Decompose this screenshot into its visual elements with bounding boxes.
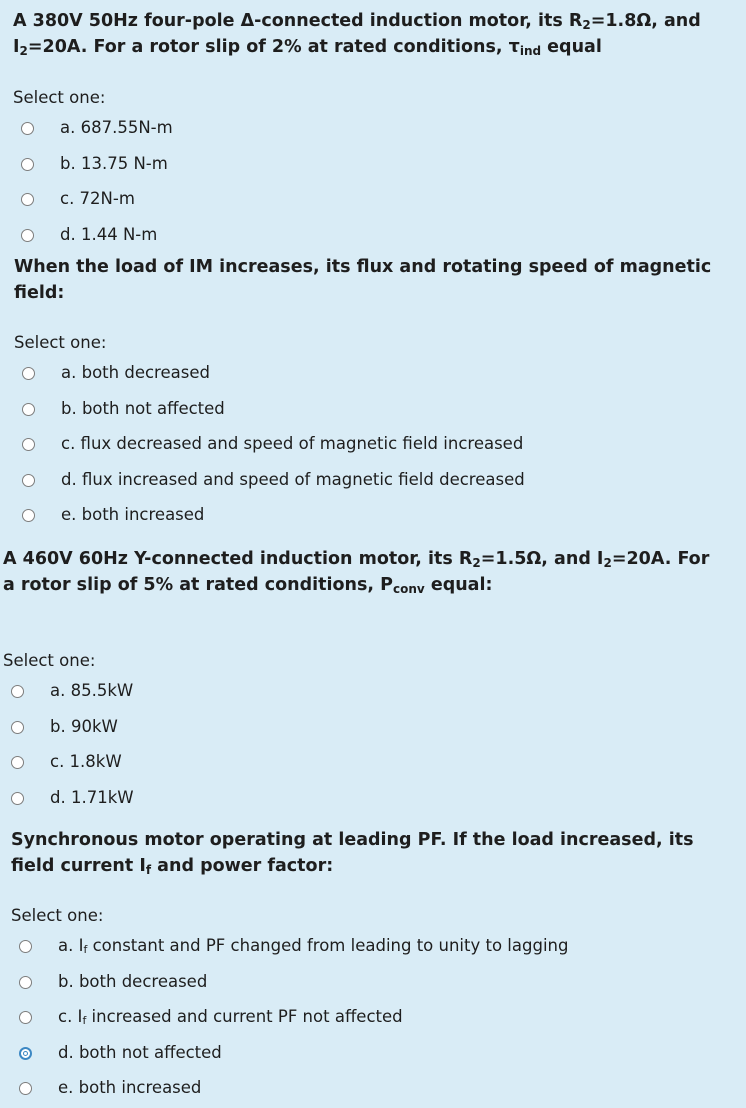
option-c[interactable] (22, 433, 523, 455)
radio-icon[interactable] (11, 721, 24, 734)
radio-icon[interactable] (19, 976, 32, 989)
option-a[interactable] (21, 117, 173, 139)
option-label: c. $I_f$ increased and current PF not affected (58, 1007, 403, 1027)
option-label: b. both not affected (61, 399, 225, 418)
radio-icon[interactable] (21, 193, 34, 206)
option-d[interactable] (21, 224, 157, 246)
option-e[interactable] (22, 504, 204, 526)
select-one-label: Select one: (14, 333, 107, 352)
option-b[interactable] (21, 153, 168, 175)
option-label: b. both decreased (58, 972, 208, 991)
option-a[interactable] (11, 680, 133, 702)
option-b[interactable] (11, 716, 118, 738)
option-label: e. both increased (58, 1078, 202, 1097)
option-a[interactable] (19, 935, 568, 957)
radio-icon[interactable] (22, 438, 35, 451)
option-b[interactable] (19, 971, 207, 993)
question-4-text: Synchronous motor operating at leading PF. If the load increased, its field current $I_f$ and power factor: (11, 830, 694, 877)
option-label: b. 90kW (50, 717, 118, 736)
question-1-text: A 380V 50Hz four-pole Δ-connected induction motor, its $R_2=1.8\Omega$, and $I_2=20A$. For a rotor slip of 2% at rated conditions, $\tau_{ind}$ equal (13, 11, 701, 58)
radio-icon[interactable] (11, 756, 24, 769)
option-c[interactable] (19, 1006, 403, 1028)
radio-icon[interactable] (11, 792, 24, 805)
option-label: d. both not affected (58, 1043, 222, 1062)
option-c[interactable] (11, 751, 122, 773)
option-label: c. 72N-m (60, 189, 135, 208)
radio-icon[interactable] (21, 158, 34, 171)
option-label: a. 687.55N-m (60, 118, 173, 137)
option-label: c. flux decreased and speed of magnetic field increased (61, 434, 524, 453)
radio-icon[interactable] (19, 1011, 32, 1024)
option-label: d. 1.44 N-m (60, 225, 158, 244)
option-label: a. 85.5kW (50, 681, 134, 700)
option-e[interactable] (19, 1077, 201, 1099)
radio-selected-icon[interactable] (19, 1047, 32, 1060)
option-label: d. 1.71kW (50, 788, 134, 807)
option-a[interactable] (22, 362, 210, 384)
option-b[interactable] (22, 398, 225, 420)
option-label: a. both decreased (61, 363, 210, 382)
radio-icon[interactable] (22, 367, 35, 380)
select-one-label: Select one: (3, 651, 96, 670)
radio-icon[interactable] (19, 1082, 32, 1095)
option-d[interactable] (11, 787, 134, 809)
radio-icon[interactable] (21, 122, 34, 135)
option-c[interactable] (21, 188, 135, 210)
select-one-label: Select one: (13, 88, 106, 107)
option-label: e. both increased (61, 505, 205, 524)
select-one-label: Select one: (11, 906, 104, 925)
option-label: d. flux increased and speed of magnetic field decreased (61, 470, 525, 489)
option-label: b. 13.75 N-m (60, 154, 168, 173)
radio-icon[interactable] (21, 229, 34, 242)
option-label: a. $I_f$ constant and PF changed from leading to unity to lagging (58, 936, 569, 956)
radio-icon[interactable] (22, 509, 35, 522)
radio-icon[interactable] (19, 940, 32, 953)
question-3-text: A 460V 60Hz Y-connected induction motor, its $R_2=1.5\Omega$, and $I_2=20A$. For a rotor slip of 5% at rated conditions, $P_{conv}$ equal: (3, 549, 710, 596)
question-2-text: When the load of IM increases, its flux and rotating speed of magnetic field: (14, 257, 712, 303)
option-label: c. 1.8kW (50, 752, 122, 771)
radio-icon[interactable] (22, 403, 35, 416)
option-d[interactable] (19, 1042, 222, 1064)
option-d[interactable] (22, 469, 525, 491)
radio-icon[interactable] (11, 685, 24, 698)
radio-icon[interactable] (22, 474, 35, 487)
